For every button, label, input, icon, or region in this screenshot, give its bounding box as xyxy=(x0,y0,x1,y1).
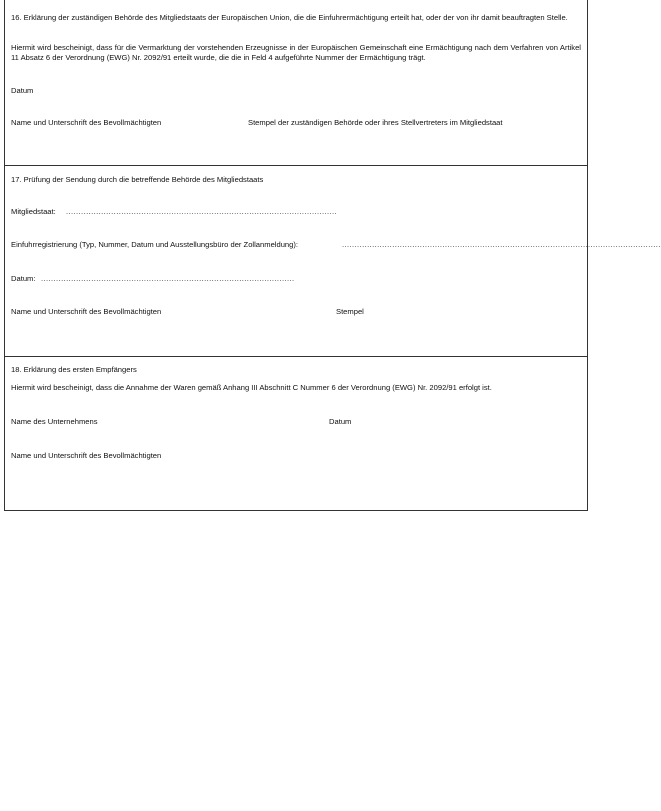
box-16-heading: 16. Erklärung der zuständigen Behörde des Mitgliedstaats der Europäischen Union, die die Einfuhrermächtigung erteilt hat, oder der von ihr damit beauftragten Stelle. xyxy=(11,13,568,22)
box-18-signature-label: Name und Unterschrift des Bevollmächtigten xyxy=(11,451,162,460)
box-17-heading: 17. Prüfung der Sendung durch die betreffende Behörde des Mitgliedstaats xyxy=(11,175,264,184)
import-registration-field[interactable]: ............................................................................................................................... xyxy=(342,240,661,249)
box-16-authority-declaration xyxy=(5,0,587,166)
box-17-date-field[interactable]: ..................................................................................................... xyxy=(41,274,295,283)
box-16-statement: Hiermit wird bescheinigt, dass für die Vermarktung der vorstehenden Erzeugnisse in der Europäischen Gemeinschaft eine Ermächtigung nach dem Verfahren von Artikel 11 Absatz 6 der Verordnung (EWG) Nr. 2092/91 erteilt wurde, die die in Feld 4 aufgeführte Nummer der Ermächtigung trägt. xyxy=(11,43,581,63)
box-17-consignment-check xyxy=(5,166,661,357)
import-registration-label: Einfuhrregistrierung (Typ, Nummer, Datum und Ausstellungsbüro der Zollanmeldung): xyxy=(11,240,299,249)
box-17-date-label: Datum: xyxy=(11,274,36,283)
member-state-label: Mitgliedstaat: xyxy=(11,207,56,216)
box-18-consignee-declaration xyxy=(5,357,587,511)
certificate-form xyxy=(4,0,661,511)
company-name-label: Name des Unternehmens xyxy=(11,417,98,426)
box-17-signature-label: Name und Unterschrift des Bevollmächtigten xyxy=(11,307,162,316)
box-16-stamp-label: Stempel der zuständigen Behörde oder ihres Stellvertreters im Mitgliedstaat xyxy=(248,118,503,127)
box-16-signature-label: Name und Unterschrift des Bevollmächtigten xyxy=(11,118,162,127)
box-16-date-label: Datum xyxy=(11,86,34,95)
box-17-stamp-label: Stempel xyxy=(336,307,364,316)
member-state-field[interactable]: ............................................................................................................ xyxy=(66,207,338,216)
box-18-statement: Hiermit wird bescheinigt, dass die Annahme der Waren gemäß Anhang III Abschnitt C Nummer 6 der Verordnung (EWG) Nr. 2092/91 erfolgt ist. xyxy=(11,383,492,392)
box-18-heading: 18. Erklärung des ersten Empfängers xyxy=(11,365,137,374)
box-18-date-label: Datum xyxy=(329,417,352,426)
